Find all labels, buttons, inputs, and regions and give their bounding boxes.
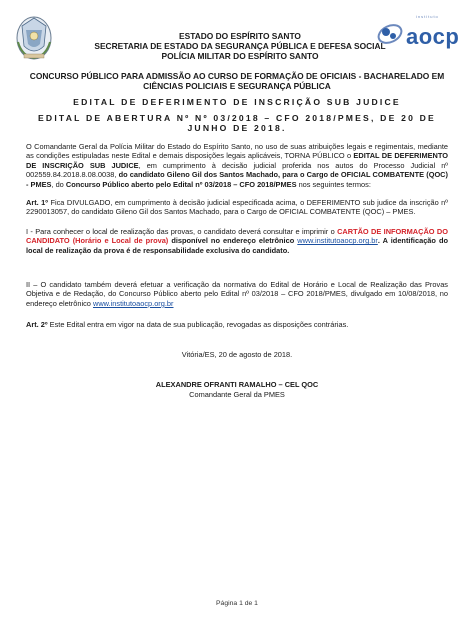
header-police: POLÍCIA MILITAR DO ESPÍRITO SANTO xyxy=(161,51,319,61)
signer-role: Comandante Geral da PMES xyxy=(189,390,285,399)
article-1 xyxy=(26,198,448,217)
page-number: Página 1 de 1 xyxy=(216,600,258,607)
item-2 xyxy=(26,280,448,308)
article-2 xyxy=(26,320,448,329)
intro-bold-2: do candidato Gileno Gil dos Santos Machado, para o Cargo de OFICIAL COMBATENTE (QOC) - PMES xyxy=(26,170,448,189)
concurso-title-line2: CIÊNCIAS POLICIAIS E SEGURANÇA PÚBLICA xyxy=(143,81,331,91)
intro-text-3: , do xyxy=(51,179,66,189)
item-1-highlight: CARTÃO DE INFORMAÇÃO DO CANDIDATO (Horário e Local de prova) xyxy=(26,227,448,246)
item-1 xyxy=(26,227,448,255)
intro-paragraph xyxy=(26,142,448,189)
intro-text-1: O Comandante Geral da Polícia Militar do Estado do Espírito Santo, no uso de suas atribuições legais e regimentais, mediante as condições estipuladas neste Edital e demais disposições legais aplicáveis, TORNA PÚBLICO o xyxy=(26,142,448,161)
item-1-link[interactable]: www.institutoaocp.org.br xyxy=(297,236,378,246)
article-2-text: Este Edital entra em vigor na data de sua publicação, revogadas as disposições contrárias. xyxy=(47,320,349,329)
concurso-title-line1: CONCURSO PÚBLICO PARA ADMISSÃO AO CURSO DE FORMAÇÃO DE OFICIAIS - BACHARELADO EM xyxy=(29,71,445,81)
logo-small-text: instituto xyxy=(416,14,439,19)
coat-of-arms-icon xyxy=(14,12,54,62)
signer-name: ALEXANDRE OFRANTI RAMALHO – CEL QOC xyxy=(155,380,319,389)
header-secretariat: SECRETARIA DE ESTADO DA SEGURANÇA PÚBLICA E DEFESA SOCIAL xyxy=(94,41,386,51)
article-2-label: Art. 2º xyxy=(26,320,48,329)
edital-subtitle-line2: JUNHO DE 2018. xyxy=(187,123,287,133)
intro-text-2: , em cumprimento à decisão judicial proferida nos autos do Processo Judicial nº 002559.84.2018.8.08.0038, xyxy=(26,160,448,180)
edital-subtitle-line1: EDITAL DE ABERTURA Nº Nº 03/2018 – CFO 2018/PMES, DE 20 DE xyxy=(38,113,436,123)
item-2-text: II – O candidato também deverá efetuar a verificação da normativa do Edital de Horário e Local de Realização das Provas Objetiva e de Redação, do Concurso Público aberto pelo Edital nº 03/2018 – CFO 2018/PMES, divulgado em 10/08/2018, no endereço eletrônico xyxy=(26,280,448,308)
article-1-label: Art. 1º xyxy=(26,198,48,207)
item-1-text-a: I - Para conhecer o local de realização das provas, o candidato deverá consultar e imprimir o xyxy=(26,227,338,236)
header-state: ESTADO DO ESPÍRITO SANTO xyxy=(179,31,301,41)
place-date: Vitória/ES, 20 de agosto de 2018. xyxy=(181,350,293,359)
logo-text: aocp xyxy=(406,24,460,49)
article-1-text: Fica DIVULGADO, em cumprimento à decisão judicial especificada acima, o DEFERIMENTO sub judice da inscrição nº 2290013057, do candidato Gileno Gil dos Santos Machado, para o Cargo de OFICIAL COMBATENTE (QOC) – PMES. xyxy=(26,198,448,217)
item-2-link[interactable]: www.institutoaocp.org.br xyxy=(92,298,174,308)
item-1-text-b: disponível no endereço eletrônico xyxy=(168,236,298,246)
intro-text-4: nos seguintes termos: xyxy=(296,179,371,189)
edital-title: EDITAL DE DEFERIMENTO DE INSCRIÇÃO SUB JUDICE xyxy=(73,97,401,107)
intro-bold-1: EDITAL DE DEFERIMENTO DE INSCRIÇÃO SUB JUDICE xyxy=(26,151,449,170)
intro-bold-3: Concurso Público aberto pelo Edital nº 03/2018 – CFO 2018/PMES xyxy=(65,179,297,189)
item-1-text-c: . A identificação do local de realização da prova é de responsabilidade exclusiva do candidato. xyxy=(26,236,449,255)
